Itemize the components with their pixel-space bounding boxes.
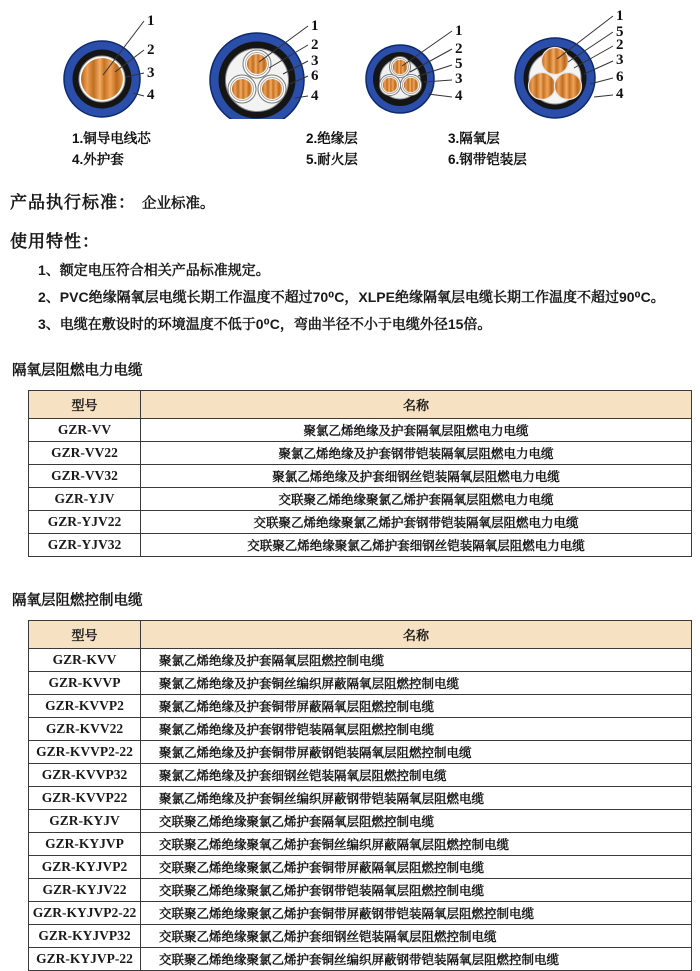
model-cell: GZR-KVV22 <box>29 718 141 741</box>
product-standard-value: 企业标准。 <box>142 196 215 212</box>
table-row <box>29 741 692 764</box>
name-cell: 聚氯乙烯绝缘及护套钢带铠装隔氧层阻燃控制电缆 <box>141 718 692 741</box>
diagram-label: 2 <box>147 42 155 58</box>
name-cell: 交联聚乙烯绝缘聚氯乙烯护套铜丝编织屏蔽钢带铠装隔氧层阻燃控制电缆 <box>141 948 692 971</box>
name-cell: 聚氯乙烯绝缘及护套铜带屏蔽隔氧层阻燃控制电缆 <box>141 695 692 718</box>
table-row <box>29 856 692 879</box>
name-cell: 交联聚乙烯绝缘聚氯乙烯护套钢带铠装隔氧层阻燃控制电缆 <box>141 879 692 902</box>
name-cell: 聚氯乙烯绝缘及护套隔氧层阻燃控制电缆 <box>141 649 692 672</box>
model-cell: GZR-VV32 <box>29 465 141 488</box>
table-row <box>29 649 692 672</box>
diagram-label: 4 <box>311 88 319 104</box>
model-cell: GZR-KYJVP-22 <box>29 948 141 971</box>
name-cell: 交联聚乙烯绝缘聚氯乙烯护套钢带铠装隔氧层阻燃电力电缆 <box>141 511 692 534</box>
model-cell: GZR-KVVP32 <box>29 764 141 787</box>
model-cell: GZR-YJV32 <box>29 534 141 557</box>
table-row <box>29 810 692 833</box>
feature-item-1: 1、额定电压符合相关产品标准规定。 <box>38 262 270 278</box>
table-row <box>29 879 692 902</box>
model-cell: GZR-KVVP <box>29 672 141 695</box>
feature-item-2: 2、PVC绝缘隔氧层电缆长期工作温度不超过70⁰C，XLPE绝缘隔氧层电缆长期工作温度不超过90⁰C。 <box>38 289 665 305</box>
diagram-label: 1 <box>147 13 155 29</box>
power-cable-table <box>28 390 692 557</box>
name-cell: 聚氯乙烯绝缘及护套铜丝编织屏蔽隔氧层阻燃控制电缆 <box>141 672 692 695</box>
name-cell: 交联聚乙烯绝缘聚氯乙烯护套隔氧层阻燃控制电缆 <box>141 810 692 833</box>
copper-core <box>81 58 123 100</box>
three-core-fire-resistant-cable-diagram <box>348 6 468 118</box>
diagram-label: 3 <box>311 53 319 69</box>
legend-copper-conductor: 1.铜导电线芯 <box>72 131 151 146</box>
model-cell: GZR-KVVP2 <box>29 695 141 718</box>
table-row <box>29 488 692 511</box>
diagram-label: 1 <box>455 23 463 39</box>
model-header: 型号 <box>29 391 141 419</box>
power-table-caption: 隔氧层阻燃电力电缆 <box>12 363 143 379</box>
diagram-label: 4 <box>616 86 624 102</box>
table-row <box>29 902 692 925</box>
diagram-label: 5 <box>616 24 624 40</box>
name-cell: 聚氯乙烯绝缘及护套细钢丝铠装隔氧层阻燃控制电缆 <box>141 764 692 787</box>
model-cell: GZR-KVVP2-22 <box>29 741 141 764</box>
model-cell: GZR-KYJV22 <box>29 879 141 902</box>
name-cell: 交联聚乙烯绝缘聚氯乙烯护套铜带屏蔽钢带铠装隔氧层阻燃控制电缆 <box>141 902 692 925</box>
diagram-label: 1 <box>616 8 624 24</box>
model-cell: GZR-KVVP22 <box>29 787 141 810</box>
diagram-label: 2 <box>616 37 624 53</box>
legend-steel-tape: 6.钢带铠装层 <box>448 152 527 167</box>
table-row <box>29 718 692 741</box>
diagram-label: 6 <box>311 68 319 84</box>
diagram-label: 3 <box>616 52 624 68</box>
table-header-row <box>29 391 692 419</box>
diagram-label: 2 <box>455 41 463 57</box>
diagram-label: 6 <box>616 69 624 85</box>
single-core-cable-diagram <box>52 6 167 118</box>
table-row <box>29 511 692 534</box>
name-cell: 交联聚乙烯绝缘聚氯乙烯护套细钢丝铠装隔氧层阻燃控制电缆 <box>141 925 692 948</box>
name-cell: 交联聚乙烯绝缘聚氯乙烯护套铜带屏蔽隔氧层阻燃控制电缆 <box>141 856 692 879</box>
table-row <box>29 695 692 718</box>
product-standard-label: 产品执行标准： <box>10 193 136 212</box>
model-cell: GZR-YJV22 <box>29 511 141 534</box>
table-row <box>29 419 692 442</box>
feature-item-3: 3、电缆在敷设时的环境温度不低于0⁰C，弯曲半径不小于电缆外径15倍。 <box>38 316 492 332</box>
control-cable-table <box>28 620 692 971</box>
name-cell: 聚氯乙烯绝缘及护套隔氧层阻燃电力电缆 <box>141 419 692 442</box>
model-cell: GZR-KYJVP2-22 <box>29 902 141 925</box>
product-standard-line <box>10 188 700 213</box>
model-cell: GZR-YJV <box>29 488 141 511</box>
legend-insulation: 2.绝缘层 <box>306 131 358 146</box>
name-cell: 聚氯乙烯绝缘及护套铜带屏蔽钢铠装隔氧层阻燃控制电缆 <box>141 741 692 764</box>
table-row <box>29 925 692 948</box>
table-header-row <box>29 621 692 649</box>
model-cell: GZR-KYJVP32 <box>29 925 141 948</box>
usage-features-title: 使用特性： <box>10 232 100 251</box>
model-cell: GZR-KYJVP <box>29 833 141 856</box>
table-row <box>29 672 692 695</box>
diagram-label: 3 <box>455 71 463 87</box>
table-row <box>29 442 692 465</box>
cable-diagrams <box>0 0 700 172</box>
three-core-fire-resistant-armoured-cable-diagram <box>498 2 633 120</box>
model-cell: GZR-VV22 <box>29 442 141 465</box>
diagram-label: 1 <box>311 18 319 34</box>
name-cell: 交联聚乙烯绝缘聚氯乙烯护套细钢丝铠装隔氧层阻燃电力电缆 <box>141 534 692 557</box>
control-table-caption: 隔氧层阻燃控制电缆 <box>12 593 143 609</box>
model-cell: GZR-KYJVP2 <box>29 856 141 879</box>
model-header: 型号 <box>29 621 141 649</box>
name-cell: 聚氯乙烯绝缘及护套铜丝编织屏蔽钢带铠装隔氧层阻燃电缆 <box>141 787 692 810</box>
name-cell: 聚氯乙烯绝缘及护套钢带铠装隔氧层阻燃电力电缆 <box>141 442 692 465</box>
name-header: 名称 <box>141 391 692 419</box>
name-cell: 交联聚乙烯绝缘聚氯乙烯护套隔氧层阻燃电力电缆 <box>141 488 692 511</box>
diagram-label: 3 <box>147 65 155 81</box>
table-row <box>29 787 692 810</box>
diagram-label: 5 <box>455 56 463 72</box>
diagram-label: 2 <box>311 37 319 53</box>
table-row <box>29 465 692 488</box>
model-cell: GZR-VV <box>29 419 141 442</box>
legend-oxygen-barrier: 3.隔氧层 <box>448 131 500 146</box>
three-core-armoured-cable-diagram <box>195 4 330 119</box>
table-row <box>29 764 692 787</box>
name-cell: 聚氯乙烯绝缘及护套细钢丝铠装隔氧层阻燃电力电缆 <box>141 465 692 488</box>
diagram-label: 4 <box>147 87 155 103</box>
legend-fire-layer: 5.耐火层 <box>306 152 358 167</box>
name-header: 名称 <box>141 621 692 649</box>
table-row <box>29 948 692 971</box>
model-cell: GZR-KYJV <box>29 810 141 833</box>
table-row <box>29 833 692 856</box>
table-row <box>29 534 692 557</box>
legend-outer-sheath: 4.外护套 <box>72 152 124 167</box>
diagram-label: 4 <box>455 88 463 104</box>
name-cell: 交联聚乙烯绝缘聚氧乙烯护套铜丝编织屏蔽隔氧层阻燃控制电缆 <box>141 833 692 856</box>
model-cell: GZR-KVV <box>29 649 141 672</box>
